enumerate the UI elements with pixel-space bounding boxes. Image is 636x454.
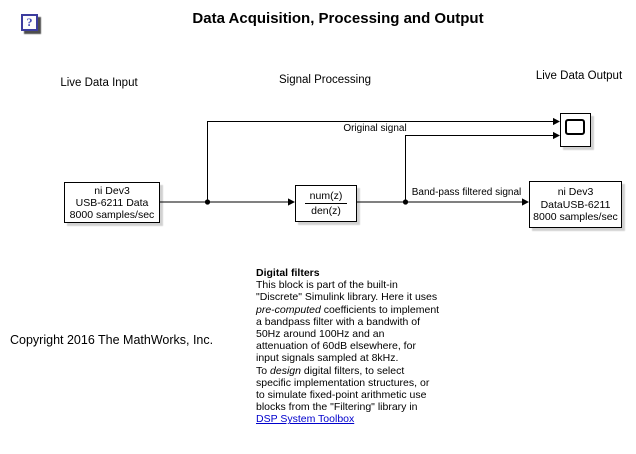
arrowhead-filter-input <box>288 198 295 205</box>
arrowhead-scope-input-1 <box>553 118 560 125</box>
scope-block[interactable] <box>560 113 591 147</box>
annotation-line <box>256 304 456 316</box>
signal-label-original[interactable]: Original signal <box>343 123 407 134</box>
daq-output-line-2: DataUSB-6211 <box>540 198 611 211</box>
annotation-line: to simulate fixed-point arithmetic use <box>256 389 427 402</box>
annotation-line: attenuation of 60dB elsewhere, for <box>256 340 416 353</box>
section-label-signal-processing: Signal Processing <box>278 74 372 86</box>
annotation-line-pre: To <box>256 364 271 377</box>
daq-input-line-1: ni Dev3 <box>94 185 130 197</box>
scope-screen-icon <box>565 119 585 135</box>
transfer-function-block[interactable] <box>295 185 357 222</box>
daq-output-line-3: 8000 samples/sec <box>533 211 618 224</box>
annotation-line: a bandpass filter with a bandwith of <box>256 315 421 328</box>
annotation-line <box>256 365 456 377</box>
annotation-line-rest: digital filters, to select <box>300 364 405 377</box>
annotation-digital-filters <box>256 267 456 426</box>
annotation-italic-precomputed: pre-computed <box>256 303 321 316</box>
annotation-line: specific implementation structures, or <box>256 376 430 389</box>
annotation-line-rest: coefficients to implement <box>320 303 440 316</box>
arrowhead-scope-input-2 <box>553 132 560 139</box>
signal-label-band-pass-filtered[interactable]: Band-pass filtered signal <box>411 187 522 198</box>
daq-output-block[interactable] <box>529 181 622 228</box>
annotation-line: "Discrete" Simulink library. Here it uses <box>256 291 438 304</box>
help-button[interactable]: ? <box>21 14 38 31</box>
transfer-function-denominator: den(z) <box>311 205 341 217</box>
daq-input-line-2: USB-6211 Data <box>75 197 149 209</box>
model-title: Data Acquisition, Processing and Output <box>192 10 484 27</box>
section-label-live-data-input: Live Data Input <box>60 77 138 89</box>
daq-input-block[interactable] <box>64 182 160 223</box>
junction-dot-filter <box>403 199 408 204</box>
arrowhead-output-input <box>522 198 529 205</box>
annotation-line: 50Hz around 100Hz and an <box>256 328 385 341</box>
annotation-line: input signals sampled at 8kHz. <box>256 352 399 365</box>
annotation-line: blocks from the "Filtering" library in <box>256 401 418 414</box>
daq-output-line-1: ni Dev3 <box>557 186 594 198</box>
annotation-line: This block is part of the built-in <box>256 279 398 292</box>
annotation-line <box>256 413 456 425</box>
section-label-live-data-output: Live Data Output <box>535 70 623 82</box>
copyright-text: Copyright 2016 The MathWorks, Inc. <box>10 333 214 347</box>
transfer-function-numerator: num(z) <box>305 190 348 204</box>
dsp-system-toolbox-link[interactable]: DSP System Toolbox <box>256 413 355 426</box>
junction-dot-input <box>205 199 210 204</box>
annotation-italic-design: design <box>270 364 301 377</box>
annotation-heading: Digital filters <box>256 267 320 279</box>
daq-input-line-3: 8000 samples/sec <box>69 209 155 221</box>
